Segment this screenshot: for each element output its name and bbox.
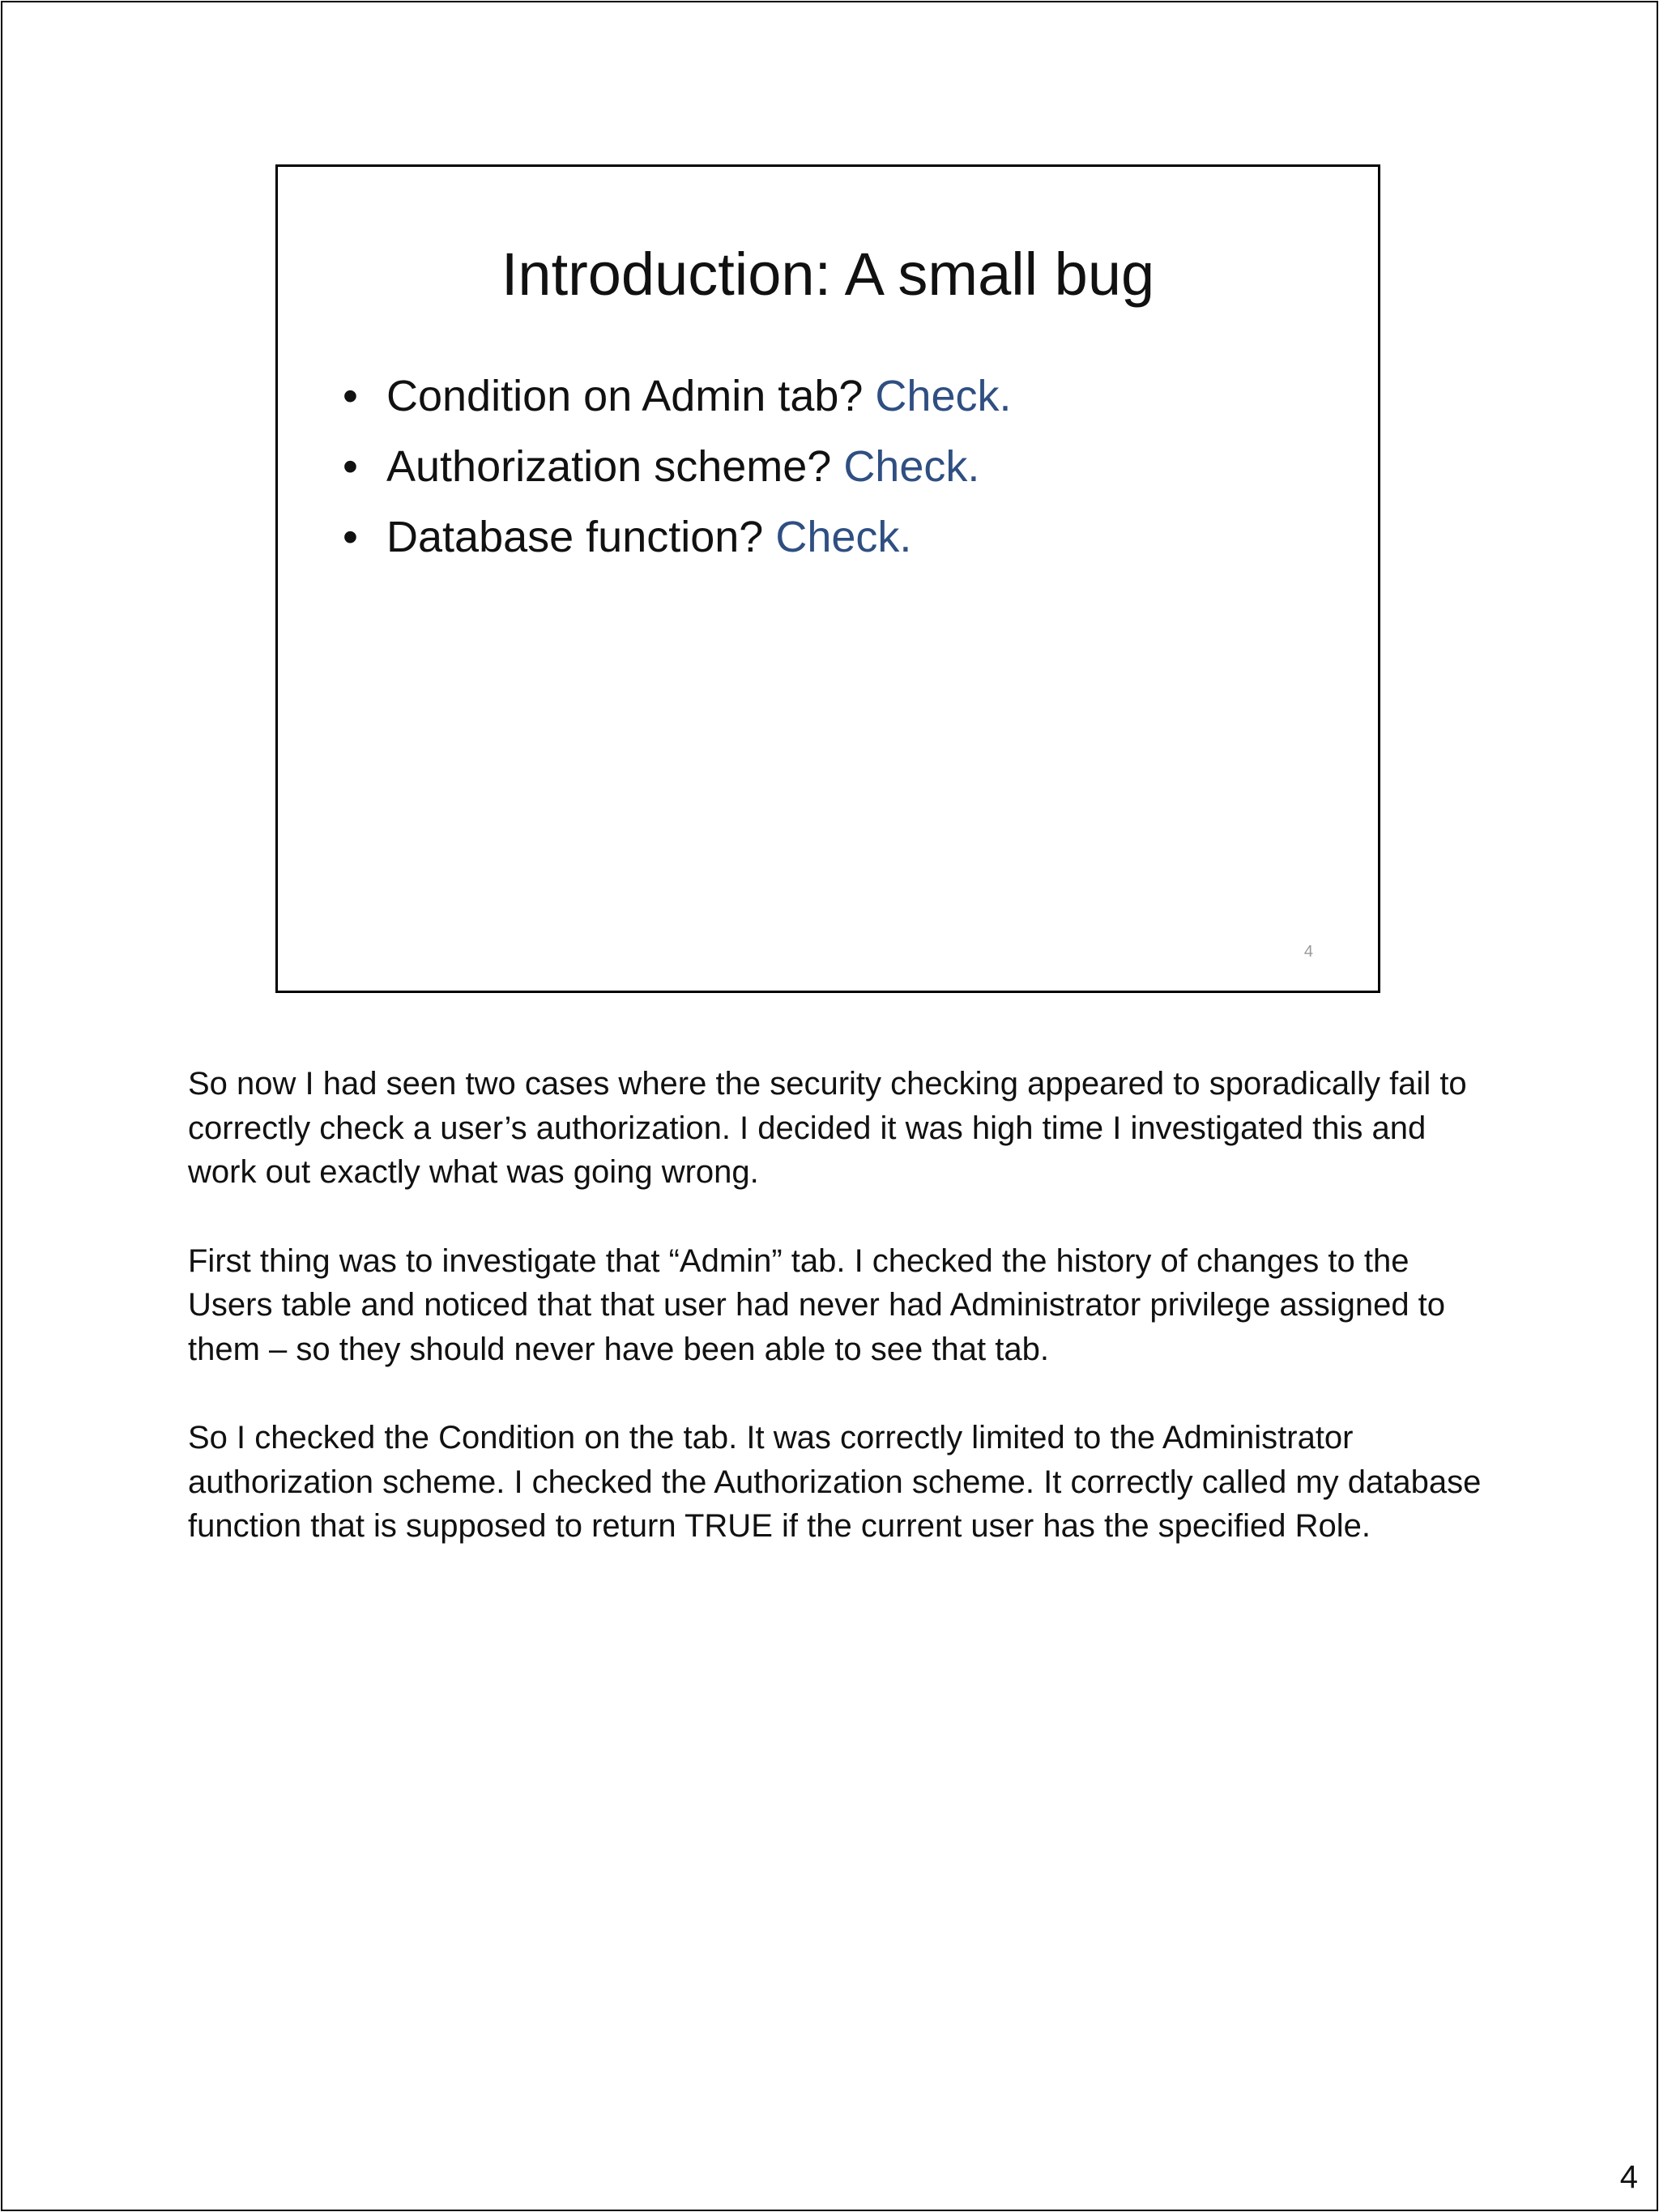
bullet-check: Check. — [843, 442, 980, 491]
slide-title: Introduction: A small bug — [501, 241, 1155, 308]
bullet-dot-icon: • — [343, 372, 358, 420]
page-number: 4 — [1619, 2159, 1638, 2195]
bullet-item — [343, 432, 1012, 502]
notes-paragraph: So now I had seen two cases where the security checking appeared to sporadically fail to correctly check a user’s authorization. I decided it was high time I investigated this and work out exactly what was going wrong. — [188, 1066, 1467, 1190]
bullet-check: Check. — [875, 372, 1012, 420]
notes-paragraph: So I checked the Condition on the tab. It was correctly limited to the Administrator authorization scheme. I checked the Authorization scheme. It correctly called my database function that is supposed to return TRUE if the current user has the specified Role. — [188, 1420, 1482, 1544]
bullet-dot-icon: • — [343, 442, 358, 491]
bullet-check: Check. — [775, 513, 912, 561]
bullet-item — [343, 361, 1012, 432]
slide-number: 4 — [1303, 943, 1313, 961]
bullet-item — [343, 502, 1012, 573]
bullet-text: Authorization scheme? — [386, 442, 844, 491]
slide-thumbnail — [275, 164, 1380, 993]
bullet-dot-icon: • — [343, 513, 358, 561]
notes-paragraph: First thing was to investigate that “Admin” tab. I checked the history of changes to the Users table and noticed that that user had never had Administrator privilege assigned to them – so they should never have been able to see that tab. — [188, 1242, 1446, 1367]
speaker-notes — [188, 1062, 1484, 1593]
bullet-list — [343, 361, 1012, 573]
bullet-text: Database function? — [386, 513, 776, 561]
bullet-text: Condition on Admin tab? — [386, 372, 876, 420]
